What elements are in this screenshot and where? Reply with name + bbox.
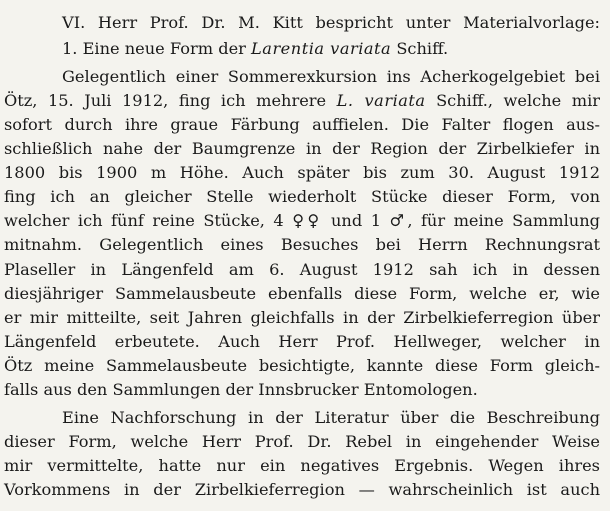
paragraph-1-line: falls aus den Sammlungen der Innsbrucker Entomologen. [4,380,478,399]
paragraph-1-line: er mir mitteilte, seit Jahren gleichfalls in der Zirbelkieferregion über [4,308,600,327]
paragraph-2-line: Eine Nachforschung in der Literatur über die Beschreibung [62,408,600,427]
section-heading: VI. Herr Prof. Dr. M. Kitt bespricht unter Materialvorlage: [62,13,600,32]
paragraph-1-line: fing ich an gleicher Stelle wiederholt Stücke dieser Form, von [4,187,600,206]
item-title [62,38,542,60]
paragraph-1-line: mitnahm. Gelegentlich eines Besuches bei Herrn Rechnungsrat [4,235,600,254]
paragraph-1-line [4,90,600,112]
paragraph-1-line: sofort durch ihre graue Färbung auffielen. Die Falter flogen aus- [4,115,600,134]
paragraph-1-line: Ötz meine Sammelausbeute besichtigte, kannte diese Form gleich- [4,356,600,375]
item-title-prefix: 1. Eine neue Form der [62,39,252,58]
line-text: Schiff., welche mir [425,91,601,110]
line-text: Ötz, 15. Juli 1912, fing ich mehrere [4,91,337,110]
paragraph-2-line: Vorkommens in der Zirbelkieferregion — wahrscheinlich ist auch [4,480,600,499]
species-abbrev: L. variata [336,91,426,110]
paragraph-1-line: Gelegentlich einer Sommerexkursion ins Acherkogelgebiet bei [62,67,600,86]
item-title-suffix: Schiff. [391,39,449,58]
paragraph-1-line: Plaseller in Längenfeld am 6. August 1912 sah ich in dessen [4,260,600,279]
item-title-species: Larentia variata [251,39,392,58]
paragraph-2-line: mir vermittelte, hatte nur ein negatives Ergebnis. Wegen ihres [4,456,600,475]
paragraph-1-line: schließlich nahe der Baumgrenze in der Region der Zirbelkiefer in [4,139,600,158]
paragraph-1-line: 1800 bis 1900 m Höhe. Auch später bis zum 30. August 1912 [4,163,600,182]
paragraph-2-line: dieser Form, welche Herr Prof. Dr. Rebel in eingehender Weise [4,432,600,451]
paragraph-1-line: welcher ich fünf reine Stücke, 4 ♀♀ und 1 ♂, für meine Sammlung [4,211,600,230]
paragraph-1-line: diesjähriger Sammelausbeute ebenfalls diese Form, welche er, wie [4,284,600,303]
paragraph-1-line: Längenfeld erbeutete. Auch Herr Prof. Hellweger, welcher in [4,332,600,351]
